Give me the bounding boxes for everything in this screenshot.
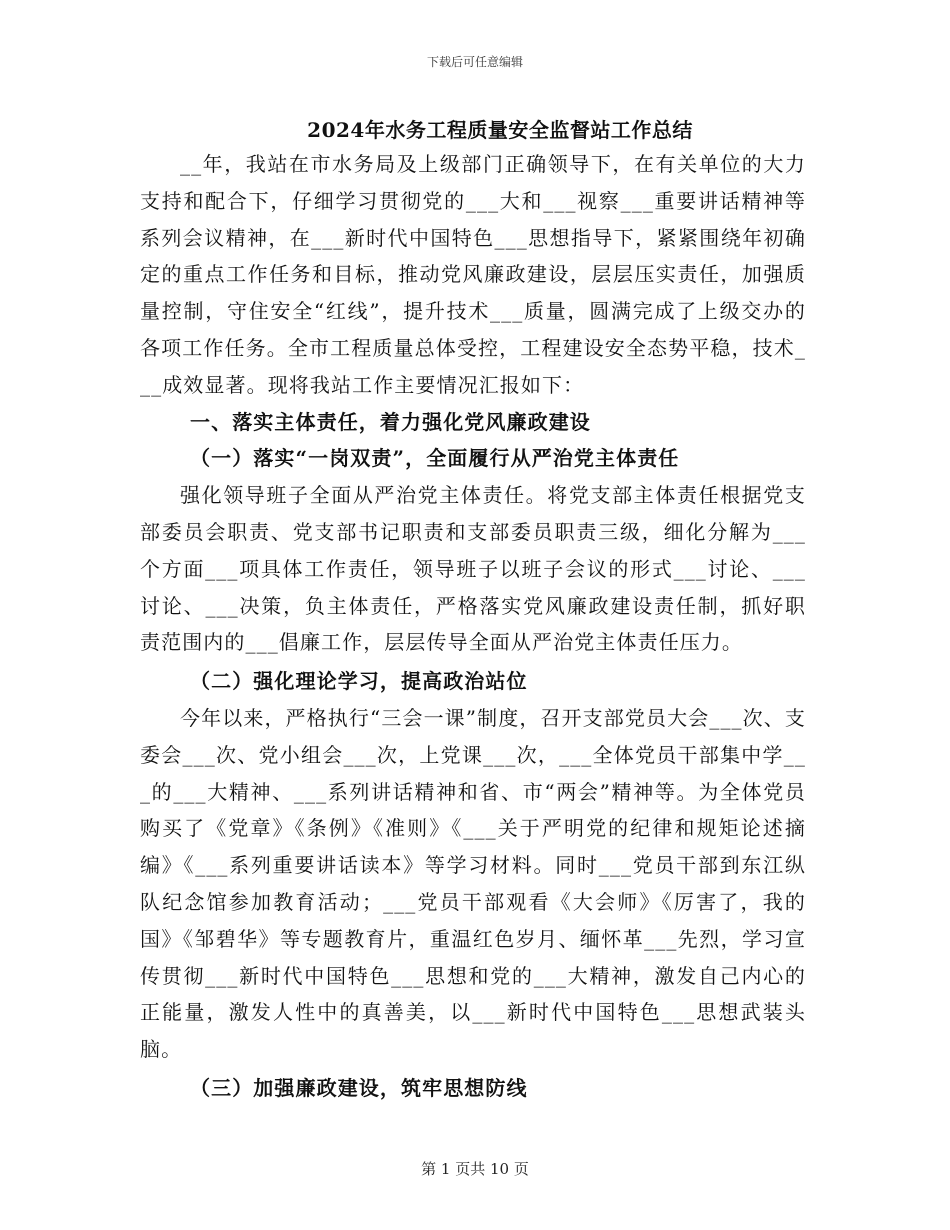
subsection-heading-2: （二）强化理论学习，提高政治站位 [190,669,528,694]
subsection-heading-1: （一）落实“一岗双责”，全面履行从严治党主体责任 [190,446,680,471]
document-body [140,146,806,1107]
section-heading-1: 一、落实主体责任，着力强化党风廉政建设 [190,409,591,434]
page-header-note: 下载后可任意编辑 [426,55,523,69]
subsection-heading-3: （三）加强廉政建设，筑牢思想防线 [190,1075,528,1100]
page-footer: 第 1 页共 10 页 [421,1160,529,1178]
document-title: 2024年水务工程质量安全监督站工作总结 [307,118,693,142]
subsection-2-paragraph: 今年以来，严格执行“三会一课”制度，召开支部党员大会___次、支委会___次、党小组会___次，上党课___次，___全体党员干部集中学___的___大精神、___系列讲话精神和省、市“两会”精神等。为全体党员购买了《党章》《条例》《准则》《___关于严明党的纪律和规矩论述摘编》《___系列重要讲话读本》等学习材料。同时___党员干部到东江纵队纪念馆参加教育活动；___党员干部观看《大会师》《厉害了，我的国》《邹碧华》等专题教育片，重温红色岁月、缅怀革___先烈，学习宣传贯彻___新时代中国特色___思想和党的___大精神，激发自己内心的正能量，激发人性中的真善美，以___新时代中国特色___思想武装头脑。 [140,705,806,1062]
subsection-1-paragraph: 强化领导班子全面从严治党主体责任。将党支部主体责任根据党支部委员会职责、党支部书记职责和支部委员职责三级，细化分解为___个方面___项具体工作责任，领导班子以班子会议的形式___讨论、___讨论、___决策，负主体责任，严格落实党风廉政建设责任制，抓好职责范围内的___倡廉工作，层层传导全面从严治党主体责任压力。 [140,483,806,655]
intro-paragraph: __年，我站在市水务局及上级部门正确领导下，在有关单位的大力支持和配合下，仔细学习贯彻党的___大和___视察___重要讲话精神等系列会议精神，在___新时代中国特色___思想指导下，紧紧围绕年初确定的重点工作任务和目标，推动党风廉政建设，层层压实责任，加强质量控制，守住安全“红线”，提升技术___质量，圆满完成了上级交办的各项工作任务。全市工程质量总体受控，工程建设安全态势平稳，技术___成效显著。现将我站工作主要情况汇报如下： [140,152,806,397]
